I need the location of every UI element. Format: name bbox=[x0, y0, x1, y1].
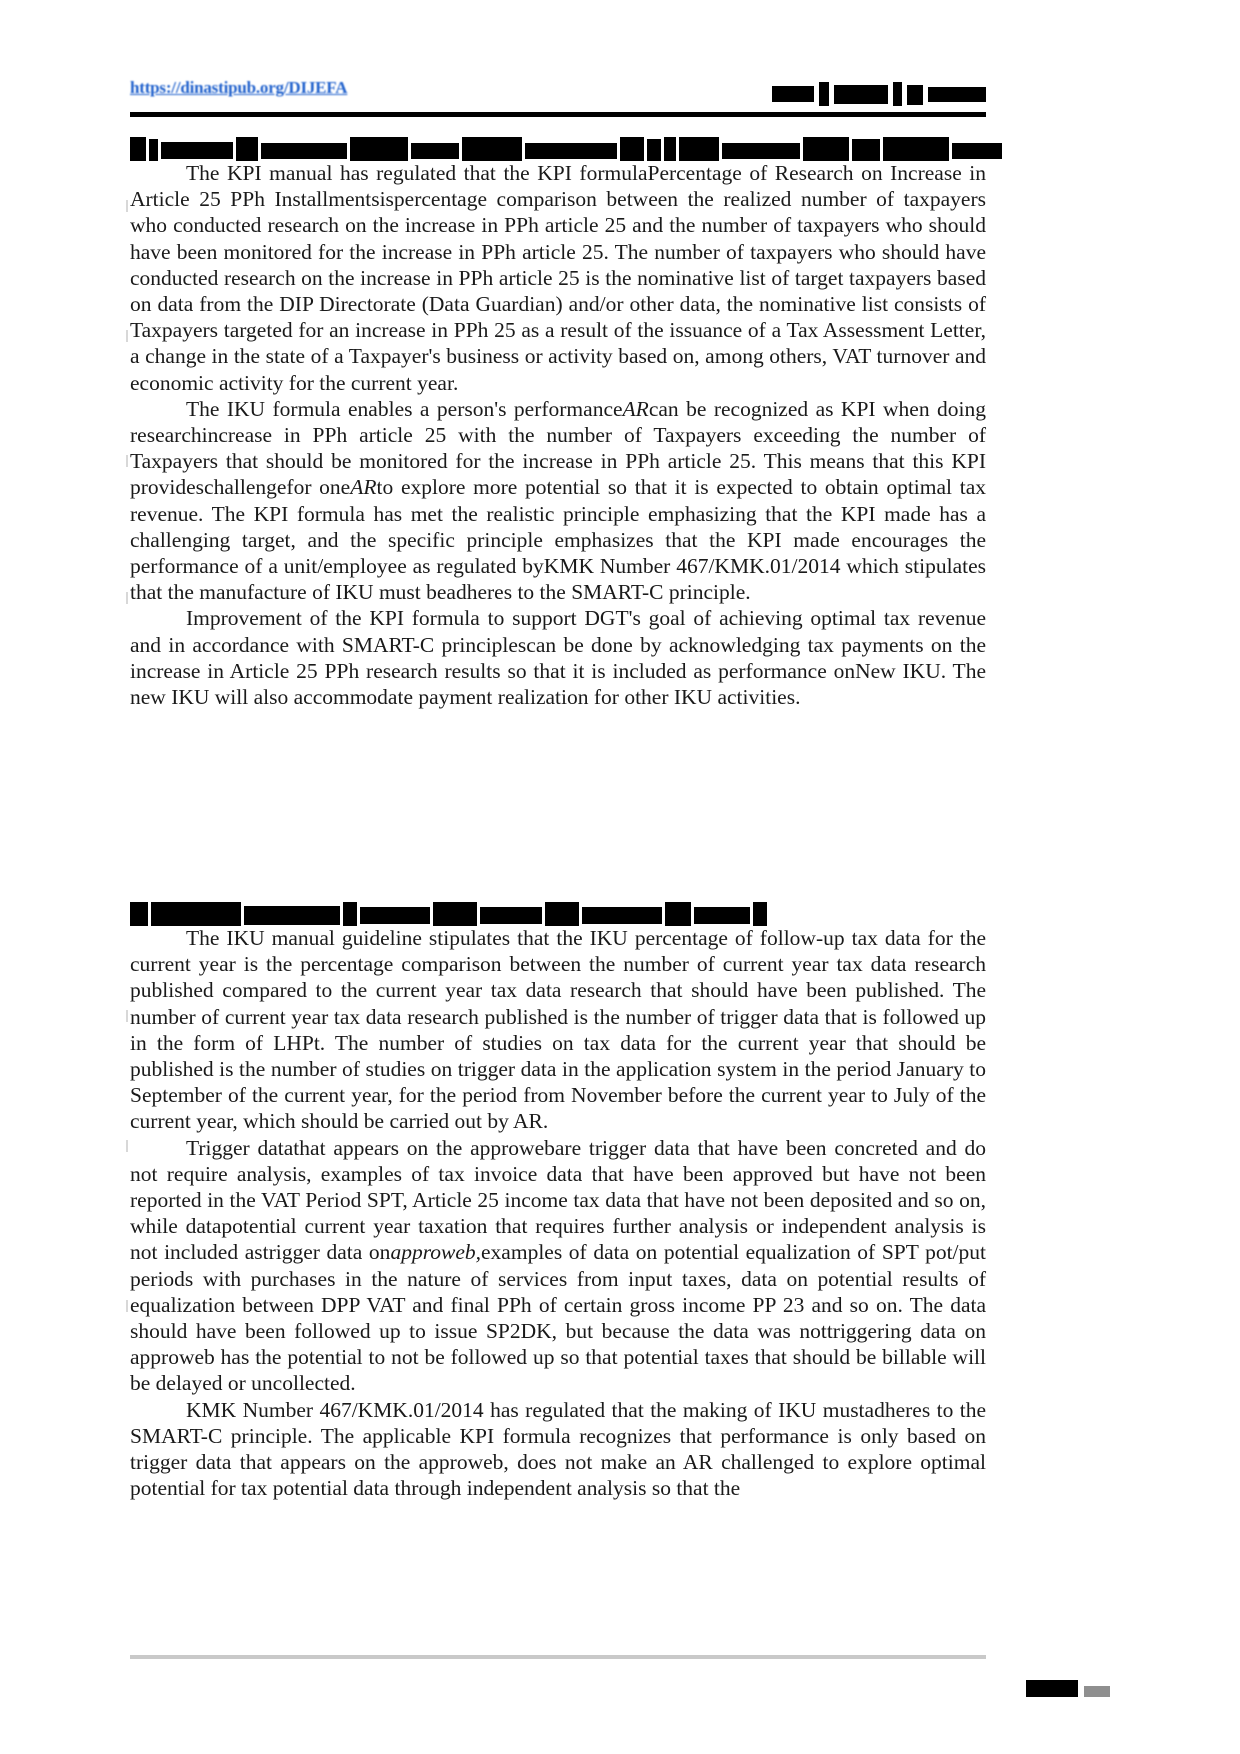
redaction-block bbox=[907, 85, 923, 105]
redaction-block bbox=[343, 902, 357, 926]
redaction-block bbox=[883, 137, 949, 161]
scan-artifact bbox=[126, 330, 128, 342]
redaction-block bbox=[151, 902, 241, 926]
section-heading-2 bbox=[130, 900, 767, 926]
redaction-block bbox=[149, 139, 158, 161]
paragraph: Improvement of the KPI formula to support DGT's goal of achieving optimal tax revenue and in accordance with SMART-C principlescan be done by acknowledging tax payments on the increase in Article 25 PPh research results so that it is included as performance onNew IKU. The new IKU will also accommodate payment realization for other IKU activities. bbox=[130, 606, 986, 710]
redaction-block bbox=[834, 85, 888, 104]
redaction-block bbox=[545, 902, 579, 926]
paragraph: Trigger datathat appears on the approwebare trigger data that have been concreted and do not require analysis, examples of tax invoice data that have been approved but have not been reported in the VAT Period SPT, Article 25 income tax data that have not been deposited and so on, while datapotential current year taxation that requires further analysis or independent analysis is not included astrigger data onapproweb,examples of data on potential equalization of SPT pot/put periods with purchases in the nature of services from input taxes, data on potential results of equalization between DPP VAT and final PPh of certain gross income PP 23 and so on. The data should have been followed up to issue SP2DK, but because the data was nottriggering data on approweb has the potential to not be followed up so that potential taxes that should be billable will be delayed or uncollected. bbox=[130, 1135, 986, 1396]
redaction-block bbox=[244, 906, 340, 925]
scan-artifact bbox=[126, 1010, 128, 1022]
redaction-block bbox=[525, 143, 617, 159]
redaction-block bbox=[694, 907, 750, 924]
redaction-block bbox=[161, 142, 233, 159]
scan-artifact bbox=[126, 592, 128, 604]
paragraph: The IKU manual guideline stipulates that the IKU percentage of follow-up tax data for the current year is the percentage comparison between the number of current year tax data research published compared to the current year tax data research that should have been published. The number of current year tax data research published is the number of trigger data that is followed up in the form of LHPt. The number of studies on tax data for the current year that should be published is the number of studies on trigger data in the application system in the period January to September of the current year, for the period from November before the current year to July of the current year, which should be carried out by AR. bbox=[130, 926, 986, 1134]
redaction-block bbox=[1084, 1686, 1110, 1697]
redaction-block bbox=[1026, 1680, 1078, 1697]
emphasis-ar: AR bbox=[622, 396, 649, 421]
redaction-block bbox=[952, 143, 1002, 159]
redaction-block bbox=[130, 902, 148, 926]
redaction-block bbox=[819, 82, 829, 106]
redaction-block bbox=[753, 902, 767, 926]
redaction-block bbox=[664, 137, 676, 161]
emphasis-ar: AR bbox=[350, 475, 377, 500]
scan-artifact bbox=[126, 1140, 128, 1152]
redaction-block bbox=[803, 137, 849, 161]
paragraph: KMK Number 467/KMK.01/2014 has regulated that the making of IKU mustadheres to the SMART-C principle. The applicable KPI formula recognizes that performance is only based on trigger data that appears on the approweb, does not make an AR challenged to explore optimal potential for tax potential data through independent analysis so that the bbox=[130, 1397, 986, 1501]
paragraph: The KPI manual has regulated that the KPI formulaPercentage of Research on Increase in Article 25 PPh Installmentsispercentage comparison between the realized number of taxpayers who conducted research on the increase in PPh article 25 and the number of taxpayers who should have been monitored for the increase in PPh article 25. The number of taxpayers who should have conducted research on the increase in PPh article 25 is the nominative list of target taxpayers based on data from the DIP Directorate (Data Guardian) and/or other data, the nominative list consists of Taxpayers targeted for an increase in PPh 25 as a result of the issuance of a Tax Assessment Letter, a change in the state of a Taxpayer's business or activity based on, among others, VAT turnover and economic activity for the current year. bbox=[130, 161, 986, 395]
redaction-block bbox=[772, 86, 814, 102]
footer-divider-rule bbox=[130, 1655, 986, 1659]
emphasis-approweb: approweb, bbox=[390, 1240, 482, 1265]
redaction-block bbox=[350, 137, 408, 161]
journal-url-link[interactable]: https://dinastipub.org/DIJEFA bbox=[130, 78, 348, 97]
redaction-block bbox=[411, 143, 459, 159]
header-divider-rule bbox=[130, 112, 986, 117]
redaction-block bbox=[852, 139, 880, 161]
page-header bbox=[130, 78, 986, 112]
redaction-block bbox=[722, 143, 800, 159]
redaction-block bbox=[480, 907, 542, 924]
redaction-block bbox=[582, 907, 662, 924]
redaction-block bbox=[665, 902, 691, 926]
section-1-body bbox=[130, 160, 986, 710]
section-2-body bbox=[130, 925, 986, 1501]
redaction-block bbox=[679, 137, 719, 161]
redaction-block bbox=[261, 143, 347, 159]
redaction-block bbox=[928, 87, 986, 102]
footer-page-number-redacted bbox=[1026, 1680, 1110, 1697]
scan-artifact bbox=[126, 455, 128, 467]
paragraph: The IKU formula enables a person's performanceARcan be recognized as KPI when doing researchincrease in PPh article 25 with the number of Taxpayers exceeding the number of Taxpayers that should be monitored for the increase in PPh article 25. This means that this KPI provideschallengefor oneARto explore more potential so that it is expected to obtain optimal tax revenue. The KPI formula has met the realistic principle emphasizing that the KPI made has a challenging target, and the specific principle emphasizes that the KPI made encourages the performance of a unit/employee as regulated byKMK Number 467/KMK.01/2014 which stipulates that the manufacture of IKU must beadheres to the SMART-C principle. bbox=[130, 396, 986, 605]
scan-artifact bbox=[126, 200, 128, 212]
redaction-block bbox=[620, 137, 644, 161]
section-heading-1 bbox=[130, 135, 1002, 161]
scan-artifact bbox=[126, 1300, 128, 1312]
redaction-block bbox=[433, 902, 477, 926]
redaction-block bbox=[130, 137, 146, 161]
redaction-block bbox=[647, 139, 661, 161]
header-redacted-text bbox=[772, 76, 986, 106]
redaction-block bbox=[236, 137, 258, 161]
redaction-block bbox=[893, 82, 902, 106]
redaction-block bbox=[360, 907, 430, 924]
redaction-block bbox=[462, 137, 522, 161]
